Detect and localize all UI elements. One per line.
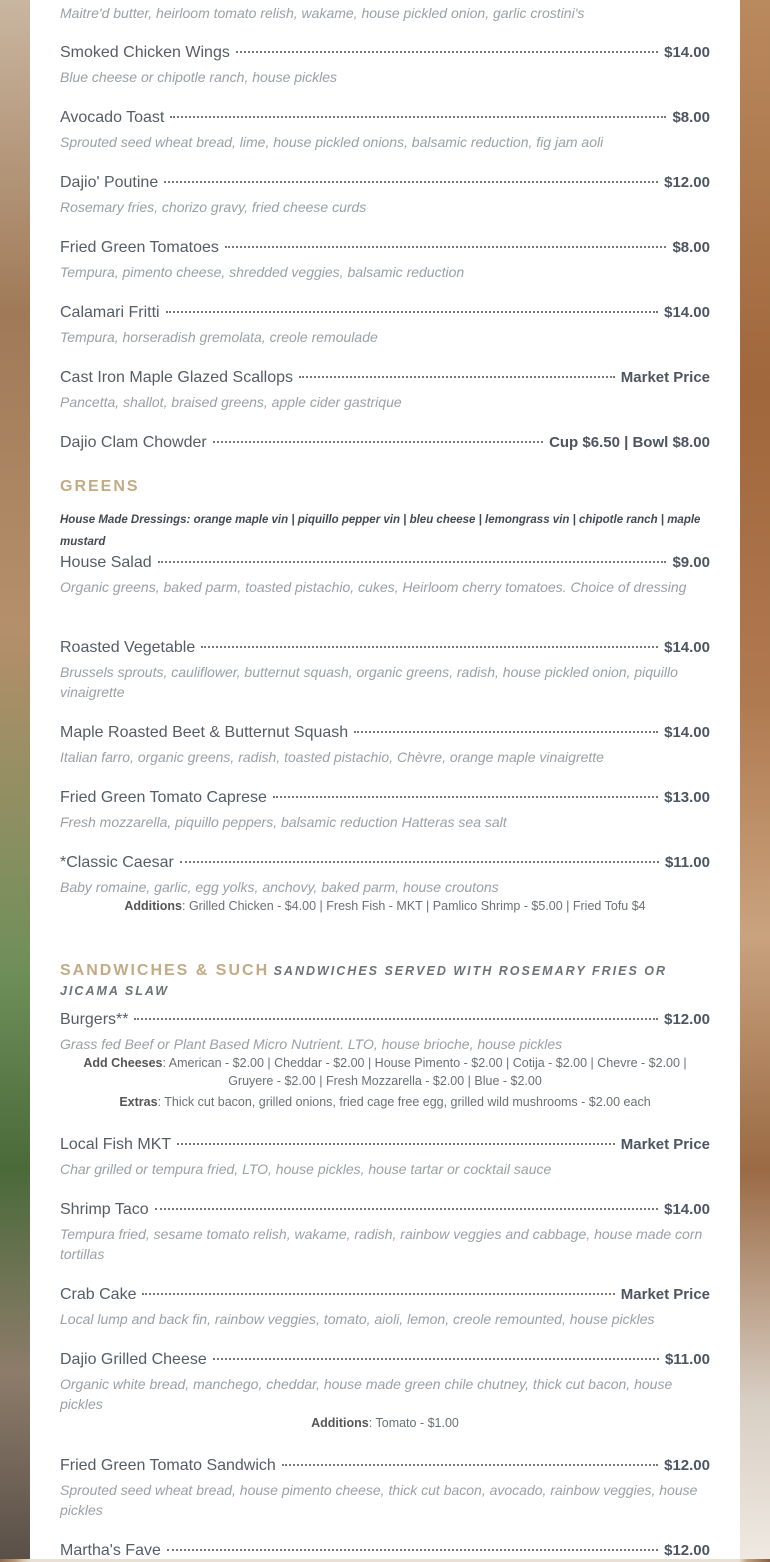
menu-item [60, 1349, 710, 1414]
item-description: Baby romaine, garlic, egg yolks, anchovy, baked parm, house croutons [60, 879, 499, 895]
item-name: Burgers** [60, 1011, 129, 1028]
section-title-sandwiches: SANDWICHES & SUCH [60, 962, 270, 979]
leader-dots [164, 181, 658, 183]
menu-item [60, 172, 710, 217]
item-price: $12.00 [664, 1542, 710, 1559]
add-cheeses-note [60, 1054, 710, 1090]
item-price: $9.00 [672, 554, 710, 571]
leader-dots [273, 796, 658, 798]
item-description: Rosemary fries, chorizo gravy, fried cheese curds [60, 199, 367, 215]
item-price: $11.00 [664, 854, 710, 871]
item-name: Smoked Chicken Wings [60, 44, 230, 61]
item-price: Cup $6.50 | Bowl $8.00 [549, 434, 710, 451]
background-photo-left [0, 0, 30, 1559]
menu-item [60, 787, 710, 832]
item-description: Organic greens, baked parm, toasted pistachio, cukes, Heirloom cherry tomatoes. Choice of dressing [60, 579, 687, 595]
additions-label: Additions [124, 899, 182, 913]
item-description: Sprouted seed wheat bread, house pimento cheese, thick cut bacon, avocado, rainbow veggies, house pickles [60, 1482, 698, 1518]
item-description: Tempura fried, sesame tomato relish, wakame, radish, rainbow veggies and cabbage, house made corn tortillas [60, 1226, 703, 1262]
item-name: *Classic Caesar [60, 854, 174, 871]
item-price: $8.00 [672, 239, 710, 256]
section-title-greens: GREENS [60, 478, 140, 495]
item-price: $14.00 [664, 639, 710, 656]
dressings-note: House Made Dressings: orange maple vin | piquillo pepper vin | bleu cheese | lemongrass vin | chipotle ranch | maple mustard [60, 514, 701, 548]
item-name: Fried Green Tomato Caprese [60, 789, 267, 806]
item-price: Market Price [620, 1286, 710, 1303]
menu-item [60, 637, 710, 702]
item-description: Organic white bread, manchego, cheddar, house made green chile chutney, thick cut bacon, house pickles [60, 1376, 673, 1412]
menu-item [60, 852, 710, 897]
item-name: Dajio Grilled Cheese [60, 1351, 207, 1368]
additions-label: Additions [311, 1416, 369, 1430]
section-header-sandwiches [60, 961, 710, 1001]
additions-text: : Grilled Chicken - $4.00 | Fresh Fish - MKT | Pamlico Shrimp - $5.00 | Fried Tofu $4 [182, 899, 646, 913]
menu-item [60, 1455, 710, 1520]
item-name: Avocado Toast [60, 109, 165, 126]
background-photo-right [740, 0, 770, 1559]
item-description: Tempura, pimento cheese, shredded veggies, balsamic reduction [60, 264, 465, 280]
add-cheeses-label: Add Cheeses [83, 1056, 163, 1070]
item-price: $14.00 [664, 304, 710, 321]
item-description: Maitre'd butter, heirloom tomato relish, wakame, house pickled onion, garlic crostini's [60, 5, 585, 21]
leader-dots [354, 731, 658, 733]
item-name: Dajio' Poutine [60, 174, 159, 191]
menu-item [60, 302, 710, 347]
leader-dots [213, 1358, 659, 1360]
leader-dots [155, 1208, 658, 1210]
leader-dots [201, 646, 658, 648]
item-description: Sprouted seed wheat bread, lime, house pickled onions, balsamic reduction, fig jam aoli [60, 134, 604, 150]
item-description: Italian farro, organic greens, radish, toasted pistachio, Chèvre, orange maple vinaigrette [60, 749, 604, 765]
menu-item [60, 237, 710, 282]
leader-dots [167, 1549, 658, 1551]
leader-dots [158, 561, 667, 563]
grilled-cheese-additions [60, 1414, 710, 1432]
item-price: Market Price [620, 369, 710, 386]
item-name: Maple Roasted Beet & Butternut Squash [60, 724, 349, 741]
item-description: Tempura, horseradish gremolata, creole remoulade [60, 329, 378, 345]
section-subtitle: SANDWICHES SERVED WITH ROSEMARY FRIES OR JICAMA SLAW [60, 964, 668, 998]
item-price: $8.00 [672, 109, 710, 126]
item-name: Calamari Fritti [60, 304, 160, 321]
item-name: Local Fish MKT [60, 1136, 172, 1153]
menu-item [60, 42, 710, 87]
item-name: Crab Cake [60, 1286, 137, 1303]
menu-item [60, 1284, 710, 1329]
leader-dots [170, 116, 666, 118]
leader-dots [180, 861, 659, 863]
item-name: Cast Iron Maple Glazed Scallops [60, 369, 293, 386]
item-price: $12.00 [664, 1011, 710, 1028]
item-price: $14.00 [664, 724, 710, 741]
extras-label: Extras [119, 1095, 158, 1109]
item-price: $14.00 [664, 44, 710, 61]
menu-item [60, 1009, 710, 1054]
additions-text: : Tomato - $1.00 [368, 1416, 459, 1430]
item-name: Roasted Vegetable [60, 639, 196, 656]
item-name: Dajio Clam Chowder [60, 434, 207, 451]
extras-note [60, 1093, 710, 1111]
menu-item [60, 1134, 710, 1179]
leader-dots [299, 376, 615, 378]
menu-item [60, 432, 710, 454]
leader-dots [142, 1293, 614, 1295]
item-name: Martha's Fave [60, 1542, 161, 1559]
extras-text: : Thick cut bacon, grilled onions, fried cage free egg, grilled wild mushrooms - $2.00 each [157, 1095, 651, 1109]
item-name: Shrimp Taco [60, 1201, 149, 1218]
item-price: $11.00 [664, 1351, 710, 1368]
leader-dots [213, 441, 543, 443]
item-price: Market Price [620, 1136, 710, 1153]
add-cheeses-text: : American - $2.00 | Cheddar - $2.00 | House Pimento - $2.00 | Cotija - $2.00 | Chevre - $2.00 | Gruyere - $2.00 | Fresh Mozzarella - $2.00 | Blue - $2.00 [162, 1056, 687, 1088]
item-name: Fried Green Tomatoes [60, 239, 219, 256]
leader-dots [225, 246, 667, 248]
item-description: Char grilled or tempura fried, LTO, house pickles, house tartar or cocktail sauce [60, 1161, 552, 1177]
item-price: $12.00 [664, 174, 710, 191]
item-description: Fresh mozzarella, piquillo peppers, balsamic reduction Hatteras sea salt [60, 814, 507, 830]
menu-panel [30, 0, 740, 1559]
item-description: Local lump and back fin, rainbow veggies, tomato, aioli, lemon, creole remounted, house pickles [60, 1311, 655, 1327]
item-price: $14.00 [664, 1201, 710, 1218]
item-price: $12.00 [664, 1457, 710, 1474]
menu-item [60, 552, 710, 597]
menu-item [60, 722, 710, 767]
menu-item [60, 367, 710, 412]
item-description: Brussels sprouts, cauliflower, butternut squash, organic greens, radish, house pickled onion, piquillo vinaigrette [60, 664, 678, 700]
leader-dots [166, 311, 659, 313]
additions-note [60, 897, 710, 915]
leader-dots [236, 51, 658, 53]
leader-dots [134, 1018, 658, 1020]
item-description: Grass fed Beef or Plant Based Micro Nutrient. LTO, house brioche, house pickles [60, 1036, 563, 1052]
menu-item [60, 1199, 710, 1264]
leader-dots [282, 1464, 658, 1466]
leader-dots [177, 1143, 615, 1145]
item-description: Blue cheese or chipotle ranch, house pickles [60, 69, 338, 85]
item-description: Pancetta, shallot, braised greens, apple cider gastrique [60, 394, 402, 410]
item-name: House Salad [60, 554, 152, 571]
item-price: $13.00 [664, 789, 710, 806]
menu-item [60, 107, 710, 152]
item-name: Fried Green Tomato Sandwich [60, 1457, 276, 1474]
